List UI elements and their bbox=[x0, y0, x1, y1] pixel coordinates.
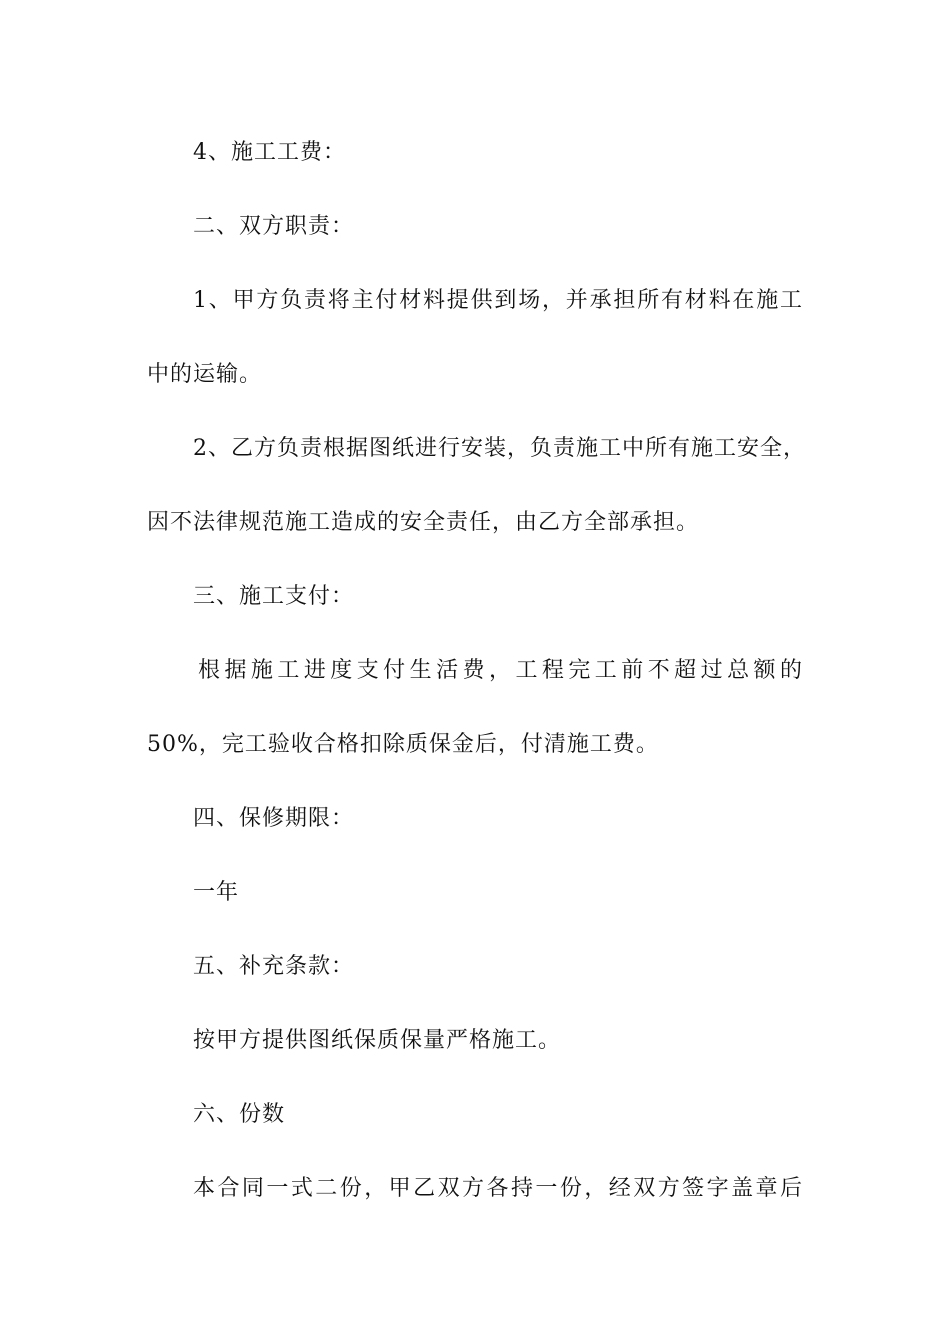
duty-two-line-1: 2、乙方负责根据图纸进行安装，负责施工中所有施工安全， bbox=[193, 436, 806, 461]
clause-fee-heading: 4、施工工费： bbox=[193, 140, 346, 165]
payment-line-2: 50%，完工验收合格扣除质保金后，付清施工费。 bbox=[147, 732, 659, 757]
duty-one-line-1: 1、甲方负责将主付材料提供到场，并承担所有材料在施工 bbox=[193, 288, 803, 313]
section-six-heading: 六、份数 bbox=[193, 1102, 286, 1127]
duty-one-line-2: 中的运输。 bbox=[147, 362, 263, 387]
warranty-period: 一年 bbox=[193, 880, 240, 905]
copies-line-1: 本合同一式二份，甲乙双方各持一份，经双方签字盖章后 bbox=[193, 1176, 803, 1201]
duty-two-line-2: 因不法律规范施工造成的安全责任，由乙方全部承担。 bbox=[147, 510, 700, 535]
section-five-heading: 五、补充条款： bbox=[193, 954, 355, 979]
supplementary-terms: 按甲方提供图纸保质保量严格施工。 bbox=[193, 1028, 562, 1053]
section-four-heading: 四、保修期限： bbox=[193, 806, 355, 831]
section-two-heading: 二、双方职责： bbox=[193, 214, 355, 239]
section-three-heading: 三、施工支付： bbox=[193, 584, 355, 609]
payment-line-1: 根据施工进度支付生活费，工程完工前不超过总额的 bbox=[198, 658, 803, 683]
